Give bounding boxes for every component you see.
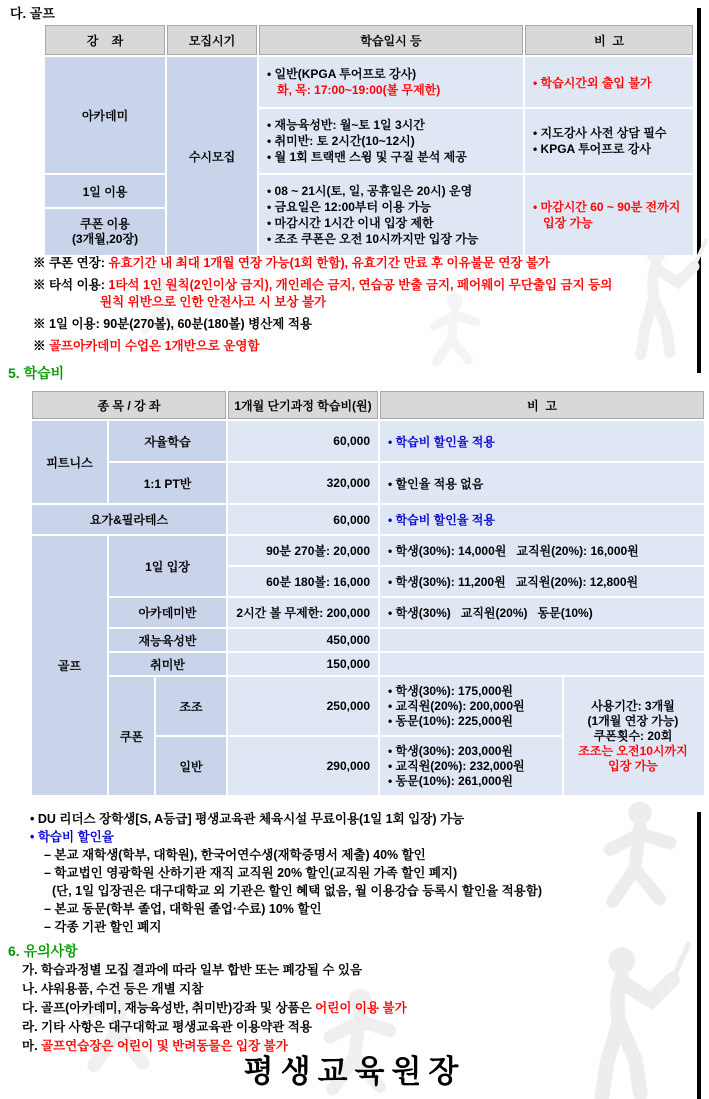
golf-hobby-label: 취미반 — [109, 653, 226, 675]
yoga-note: • 학습비 할인율 적용 — [380, 505, 704, 534]
golf-coupon-amount: 290,000 — [228, 737, 378, 795]
usage-line-red: 조조는 오전10시까지 — [578, 743, 688, 758]
golf-academy-amount: 2시간 볼 무제한: 200,000 — [228, 598, 378, 627]
golf-academy-general-row — [45, 57, 693, 107]
golf-academy-class-label: 아카데미반 — [109, 598, 226, 627]
golf-day-amount: 60분 180볼: 16,000 — [228, 567, 378, 596]
fee-section-heading: 5. 학습비 — [8, 365, 65, 381]
golf-notes — [33, 255, 612, 360]
golf-hobby-amount: 150,000 — [228, 653, 378, 675]
note-red-text: 1타석 1인 원칙(2인이상 금지), 개인레슨 금지, 연습공 반출 금지, 페어웨이 무단출입 금지 등의 — [108, 278, 613, 292]
note-line: • 지도강사 사전 상담 필수 — [533, 126, 667, 140]
golf-hobby-note — [380, 653, 704, 675]
fee-note-du: • DU 리더스 장학생[S, A등급] 평생교육관 체육시설 무료이용(1일 1회 입장) 가능 — [30, 812, 465, 826]
golf-header-period: 모집시기 — [167, 25, 257, 55]
golf-coupon-label: 쿠폰 — [109, 677, 154, 795]
signature: 평생교육원장 — [243, 1054, 466, 1089]
fitness-amount: 320,000 — [228, 463, 378, 503]
discount-line: • 학생(30%): 175,000원 — [388, 683, 514, 698]
fee-fitness-row-1 — [32, 421, 704, 461]
fee-note-item: (단, 1일 입장권은 대구대학교 외 기관은 할인 혜택 없음, 월 이용강습 등록시 할인율 적용함) — [52, 884, 542, 898]
note-prefix: ※ 타석 이용: — [33, 278, 109, 292]
golf-day-entry-label: 1일 입장 — [109, 536, 226, 596]
golf-recruit-period-cell: 수시모집 — [167, 57, 257, 255]
golf-note — [33, 338, 612, 355]
fee-note-item: – 각종 기관 할인 폐지 — [44, 920, 162, 934]
golf-table — [43, 23, 695, 257]
golf-coupon-discounts — [380, 677, 562, 735]
discount-line: • 학생(30%): 203,000원 — [388, 743, 514, 758]
golf-academy-general-schedule — [259, 57, 523, 107]
schedule-line: • 08 ~ 21시(토, 일, 공휴일은 20시) 운영 — [267, 184, 473, 198]
golf-usage-note — [525, 175, 693, 255]
fitness-class-label: 1:1 PT반 — [109, 463, 226, 503]
fee-notes — [30, 810, 542, 936]
usage-line: 쿠폰횟수: 20회 — [593, 728, 673, 743]
golf-coupon-usage-cell — [564, 677, 704, 795]
fitness-note: • 학습비 할인율 적용 — [380, 421, 704, 461]
golf-talent-amount: 450,000 — [228, 629, 378, 651]
fee-golf-talent-row — [32, 629, 704, 651]
golf-label: 골프 — [32, 536, 107, 795]
schedule-line: • 조조 쿠폰은 오전 10시까지만 입장 가능 — [267, 232, 479, 246]
golf-day-note: • 학생(30%): 14,000원 교직원(20%): 16,000원 — [380, 536, 704, 565]
golf-day-use-row — [45, 175, 693, 207]
notice-item: 라. 기타 사항은 대구대학교 평생교육관 이용약관 적용 — [22, 1020, 312, 1034]
fitness-note: • 할인율 적용 없음 — [380, 463, 704, 503]
note-line: • KPGA 투어프로 강사 — [533, 142, 651, 156]
note-text: 90분(270볼), 60분(180볼) 병산제 적용 — [103, 317, 313, 331]
golf-note — [33, 255, 612, 272]
golf-header-schedule: 학습일시 등 — [259, 25, 523, 55]
fee-yoga-row — [32, 505, 704, 534]
fee-golf-academy-row — [32, 598, 704, 627]
usage-line: 사용기간: 3개월 — [591, 698, 675, 713]
golf-table-header-row — [45, 25, 693, 55]
golf-day-use-label: 1일 이용 — [45, 175, 165, 207]
notice-list — [22, 961, 407, 1056]
golf-header-note: 비 고 — [525, 25, 693, 55]
note-prefix: ※ — [33, 339, 49, 353]
fee-golf-coupon-row-1 — [32, 677, 704, 735]
notice-item-red: 어린이 이용 불가 — [315, 1001, 407, 1015]
golf-talent-note — [380, 629, 704, 651]
golf-academy-classes-schedule — [259, 109, 523, 173]
note-red-text: 유효기간 내 최대 1개월 연장 가능(1회 한함), 유효기간 만료 후 이유불문 연장 불가 — [108, 256, 551, 270]
note-prefix: ※ 1일 이용: — [33, 317, 104, 331]
golf-header-course: 강 좌 — [45, 25, 165, 55]
golf-academy-note: • 학생(30%) 교직원(20%) 동문(10%) — [380, 598, 704, 627]
fee-header-amount: 1개월 단기과정 학습비(원) — [228, 391, 378, 419]
fee-fitness-row-2 — [32, 463, 704, 503]
notice-item: 나. 샤워용품, 수건 등은 개별 지참 — [22, 982, 204, 996]
note-line-red: 입장 가능 — [543, 216, 593, 230]
note-prefix: ※ 쿠폰 연장: — [33, 256, 109, 270]
label-line: (3개월,20장) — [71, 232, 139, 246]
usage-line-red: 입장 가능 — [608, 758, 658, 773]
golf-day-amount: 90분 270볼: 20,000 — [228, 536, 378, 565]
schedule-line: • 금요일은 12:00부터 이용 가능 — [267, 200, 432, 214]
usage-line: (1개월 연장 가능) — [587, 713, 679, 728]
golf-usage-schedule — [259, 175, 523, 255]
note-red-text: 골프아카데미 수업은 1개반으로 운영함 — [48, 339, 260, 353]
schedule-line: • 일반(KPGA 투어프로 강사) — [267, 67, 417, 81]
fee-note-item: – 학교법인 영광학원 산하기관 재직 교직원 20% 할인(교직원 가족 할인 폐지) — [44, 866, 458, 880]
schedule-line-red: 화, 목: 17:00~19:00(볼 무제한) — [277, 83, 441, 97]
fee-note-item: – 본교 동문(학부 졸업, 대학원 졸업·수료) 10% 할인 — [44, 902, 322, 916]
fee-header-note: 비 고 — [380, 391, 704, 419]
fee-header-course: 종 목 / 강 좌 — [32, 391, 226, 419]
discount-line: • 동문(10%): 261,000원 — [388, 773, 514, 788]
schedule-line: • 마감시간 1시간 이내 입장 제한 — [267, 216, 434, 230]
discount-line: • 교직원(20%): 200,000원 — [388, 698, 525, 713]
golf-coupon-class-label: 조조 — [156, 677, 226, 735]
fee-golf-day-row-1 — [32, 536, 704, 565]
golf-coupon-discounts — [380, 737, 562, 795]
note-line-red: • 마감시간 60 ~ 90분 전까지 — [533, 200, 681, 214]
fitness-label: 피트니스 — [32, 421, 107, 503]
golf-day-note: • 학생(30%): 11,200원 교직원(20%): 12,800원 — [380, 567, 704, 596]
golf-note — [33, 316, 612, 333]
discount-line: • 교직원(20%): 232,000원 — [388, 758, 525, 773]
golf-note — [33, 277, 612, 311]
discount-line: • 동문(10%): 225,000원 — [388, 713, 514, 728]
notice-section-heading: 6. 유의사항 — [8, 943, 78, 959]
fee-table-header-row — [32, 391, 704, 419]
fee-note-discount-title: • 학습비 할인율 — [30, 830, 114, 844]
fee-table — [30, 389, 706, 797]
fee-note-item: – 본교 재학생(학부, 대학원), 한국어연수생(재학증명서 제출) 40% 할인 — [44, 848, 426, 862]
notice-item-red: 골프연습장은 어린이 및 반려동물은 입장 불가 — [41, 1039, 288, 1053]
yoga-label: 요가&필라테스 — [32, 505, 226, 534]
notice-item — [22, 999, 407, 1018]
schedule-line: • 월 1회 트랙맨 스윙 및 구질 분석 제공 — [267, 150, 467, 164]
fitness-class-label: 자율학습 — [109, 421, 226, 461]
golf-academy-classes-note — [525, 109, 693, 173]
notice-item-text: 다. 골프(아카데미, 재능육성반, 취미반)강좌 및 상품은 — [22, 1001, 316, 1015]
note-red-continuation: 원칙 위반으로 인한 안전사고 시 보상 불가 — [100, 295, 327, 309]
golf-coupon-use-label — [45, 209, 165, 255]
fee-golf-hobby-row — [32, 653, 704, 675]
notice-item: 가. 학습과정별 모집 결과에 따라 일부 합반 또는 폐강될 수 있음 — [22, 963, 363, 977]
label-line: 쿠폰 이용 — [80, 217, 130, 231]
golf-coupon-amount: 250,000 — [228, 677, 378, 735]
schedule-line: • 재능육성반: 월~토 1일 3시간 — [267, 118, 425, 132]
golf-coupon-class-label: 일반 — [156, 737, 226, 795]
fitness-amount: 60,000 — [228, 421, 378, 461]
golf-section-heading: 다. 골프 — [10, 6, 55, 21]
golf-talent-label: 재능육성반 — [109, 629, 226, 651]
notice-item-text: 마. — [22, 1039, 42, 1053]
golf-academy-label: 아카데미 — [45, 57, 165, 173]
yoga-amount: 60,000 — [228, 505, 378, 534]
schedule-line: • 취미반: 토 2시간(10~12시) — [267, 134, 415, 148]
golf-academy-general-note: • 학습시간외 출입 불가 — [525, 57, 693, 107]
